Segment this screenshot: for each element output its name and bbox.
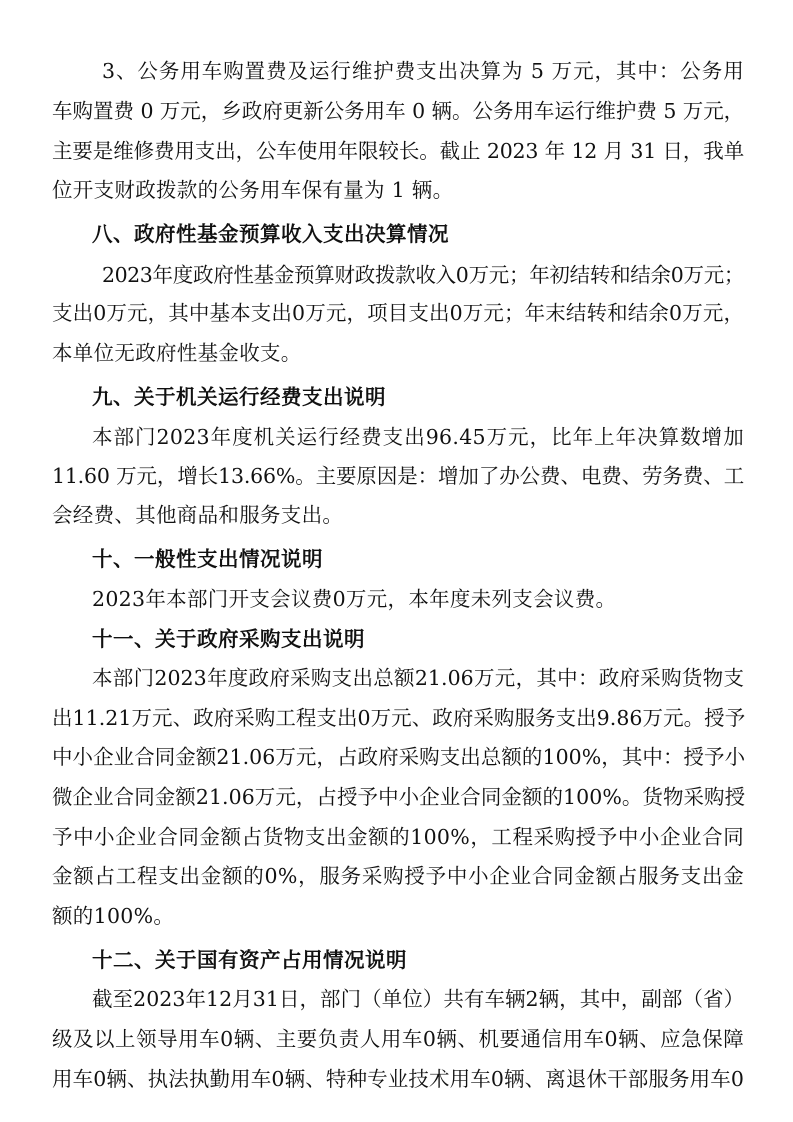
section-heading: 十、一般性支出情况说明: [92, 547, 323, 571]
section-heading: 八、政府性基金预算收入支出决算情况: [92, 222, 449, 246]
paragraph-line: 主要是维修费用支出，公车使用年限较长。截止 2023 年 12 月 31 日，我单: [52, 139, 744, 163]
paragraph-line: 级及以上领导用车0辆、主要负责人用车0辆、机要通信用车0辆、应急保障: [52, 1027, 744, 1051]
paragraph-line: 会经费、其他商品和服务支出。: [52, 503, 344, 527]
paragraph-line: 3、公务用车购置费及运行维护费支出决算为 5 万元，其中：公务用: [102, 59, 744, 83]
paragraph-line: 本部门2023年度政府采购支出总额21.06万元，其中：政府采购货物支: [92, 666, 744, 690]
paragraph-line: 用车0辆、执法执勤用车0辆、特种专业技术用车0辆、离退休干部服务用车0: [52, 1067, 744, 1091]
paragraph-line: 2023年本部门开支会议费0万元，本年度未列支会议费。: [92, 587, 617, 611]
paragraph-line: 予中小企业合同金额占货物支出金额的100%，工程采购授予中小企业合同: [52, 825, 744, 849]
paragraph-line: 位开支财政拨款的公务用车保有量为 1 辆。: [52, 178, 454, 202]
section-heading: 九、关于机关运行经费支出说明: [92, 385, 386, 409]
paragraph-line: 额的100%。: [52, 904, 175, 928]
paragraph-line: 金额占工程支出金额的0%，服务采购授予中小企业合同金额占服务支出金: [52, 864, 744, 888]
paragraph-line: 本部门2023年度机关运行经费支出96.45万元，比年上年决算数增加: [92, 425, 744, 449]
section-heading: 十二、关于国有资产占用情况说明: [92, 948, 407, 972]
paragraph-line: 本单位无政府性基金收支。: [52, 341, 302, 365]
paragraph-line: 截至2023年12月31日，部门（单位）共有车辆2辆，其中，副部（省）: [92, 987, 745, 1011]
section-heading: 十一、关于政府采购支出说明: [92, 627, 365, 651]
paragraph-line: 2023年度政府性基金预算财政拨款收入0万元；年初结转和结余0万元；: [102, 263, 744, 287]
paragraph-line: 出11.21万元、政府采购工程支出0万元、政府采购服务支出9.86万元。授予: [52, 706, 746, 730]
paragraph-line: 中小企业合同金额21.06万元，占政府采购支出总额的100%，其中：授予小: [52, 745, 746, 769]
paragraph-line: 车购置费 0 万元，乡政府更新公务用车 0 辆。公务用车运行维护费 5 万元，: [52, 99, 744, 123]
paragraph-line: 微企业合同金额21.06万元，占授予中小企业合同金额的100%。货物采购授: [52, 785, 746, 809]
paragraph-line: 11.60 万元，增长13.66%。主要原因是：增加了办公费、电费、劳务费、工: [52, 464, 744, 488]
paragraph-line: 支出0万元，其中基本支出0万元，项目支出0万元；年末结转和结余0万元，: [52, 301, 744, 325]
